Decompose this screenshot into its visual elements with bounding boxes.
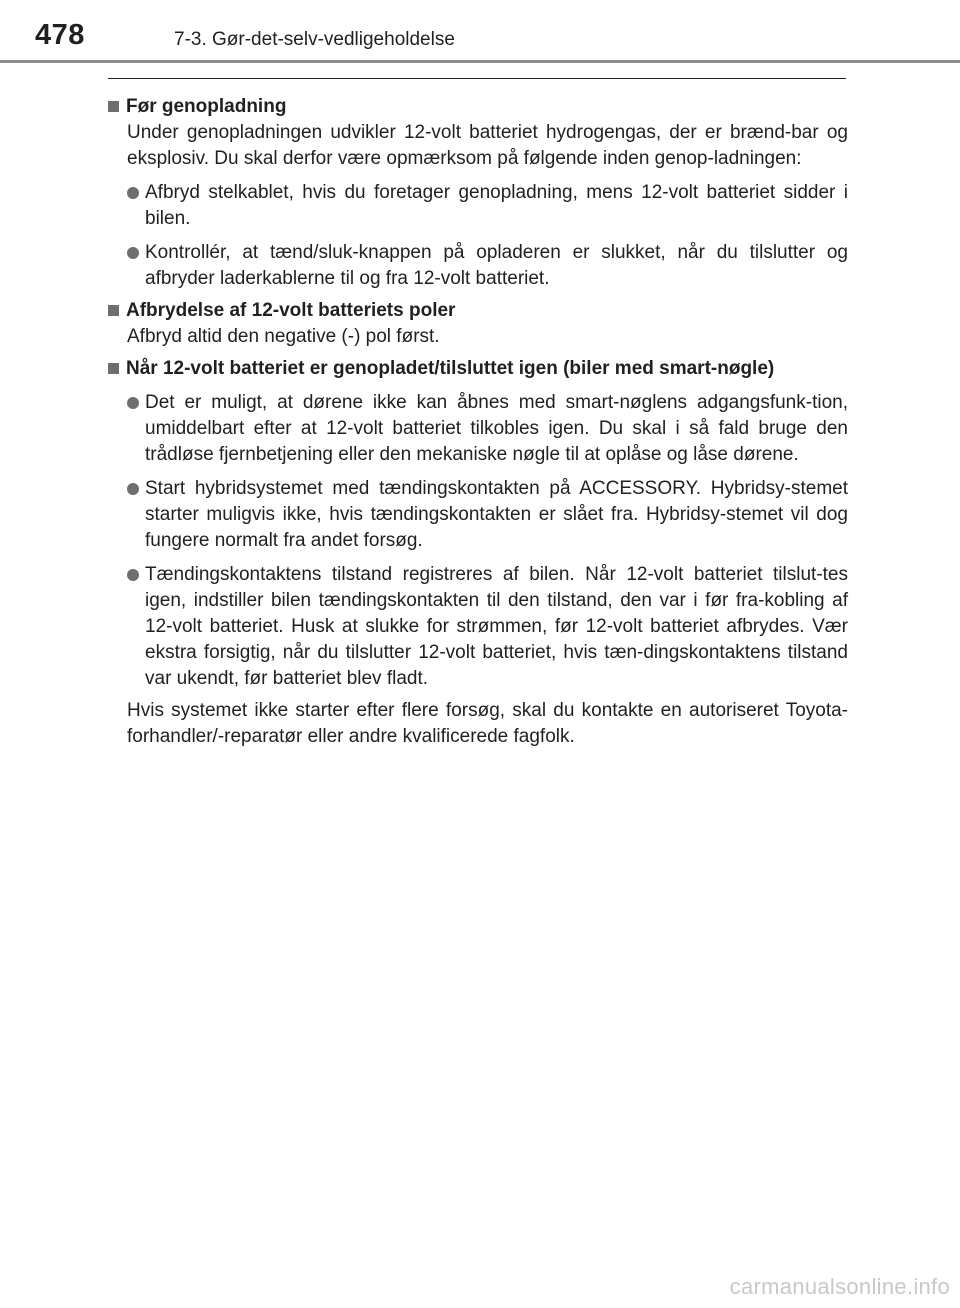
square-bullet-icon [108, 363, 119, 374]
bullet-text: Det er muligt, at dørene ikke kan åbnes med smart-nøglens adgangsfunk-tion, umiddelbart efter at 12-volt batteriet tilkobles igen. Du skal i så fald bruge den trådløse fjernbetjening eller den mekaniske nøgle til at oplåse og låse dørene. [145, 392, 848, 465]
bullet-item [127, 180, 848, 232]
square-bullet-icon [108, 305, 119, 316]
watermark-text: carmanualsonline.info [729, 1274, 950, 1299]
bullet-text: Start hybridsystemet med tændingskontakten på ACCESSORY. Hybridsy-stemet starter muligvis ikke, hvis tændingskontakten er slået fra. Hybridsy-stemet vil dog fungere normalt fra andet forsøg. [145, 478, 848, 551]
bullet-item [127, 476, 848, 554]
section-heading-text: Før genopladning [126, 96, 287, 117]
section-heading-text: Når 12-volt batteriet er genopladet/tilsluttet igen (biler med smart-nøgle) [126, 358, 775, 379]
round-bullet-icon [127, 247, 139, 259]
running-header: 7-3. Gør-det-selv-vedligeholdelse [174, 29, 455, 50]
bullet-item [127, 390, 848, 468]
section-paragraph: Under genopladningen udvikler 12-volt batteriet hydrogengas, der er brænd-bar og eksplosiv. Du skal derfor være opmærksom på følgende inden genop-ladningen: [127, 122, 848, 169]
round-bullet-icon [127, 397, 139, 409]
section-heading [108, 356, 848, 382]
bullet-text: Afbryd stelkablet, hvis du foretager genopladning, mens 12-volt batteriet sidder i bilen. [145, 182, 848, 229]
section-heading-text: Afbrydelse af 12-volt batteriets poler [126, 300, 456, 321]
round-bullet-icon [127, 569, 139, 581]
bullet-text: Tændingskontaktens tilstand registreres af bilen. Når 12-volt batteriet tilslut-tes igen, indstiller bilen tændingskontakten til den tilstand, den var i før fra-kobling af 12-volt batteriet. Husk at slukke for strømmen, før 12-volt batteriet afbrydes. Vær ekstra forsigtig, når du tilslutter 12-volt batteriet, hvis tæn-dingskontaktens tilstand var ukendt, før batteriet blev fladt. [145, 564, 848, 689]
header-rule [0, 60, 960, 63]
page-number: 478 [35, 19, 85, 51]
section-heading [108, 94, 848, 120]
round-bullet-icon [127, 483, 139, 495]
section-rule [108, 78, 846, 79]
round-bullet-icon [127, 187, 139, 199]
bullet-text: Kontrollér, at tænd/sluk-knappen på opladeren er slukket, når du tilslutter og afbryder laderkablerne til og fra 12-volt batteriet. [145, 242, 848, 289]
section-paragraph: Afbryd altid den negative (-) pol først. [127, 326, 440, 347]
section-heading [108, 298, 848, 324]
square-bullet-icon [108, 101, 119, 112]
bullet-item [127, 562, 848, 692]
page-content [108, 88, 848, 750]
section-paragraph: Hvis systemet ikke starter efter flere forsøg, skal du kontakte en autoriseret Toyota-forhandler/-reparatør eller andre kvalificerede fagfolk. [127, 700, 848, 747]
bullet-item [127, 240, 848, 292]
